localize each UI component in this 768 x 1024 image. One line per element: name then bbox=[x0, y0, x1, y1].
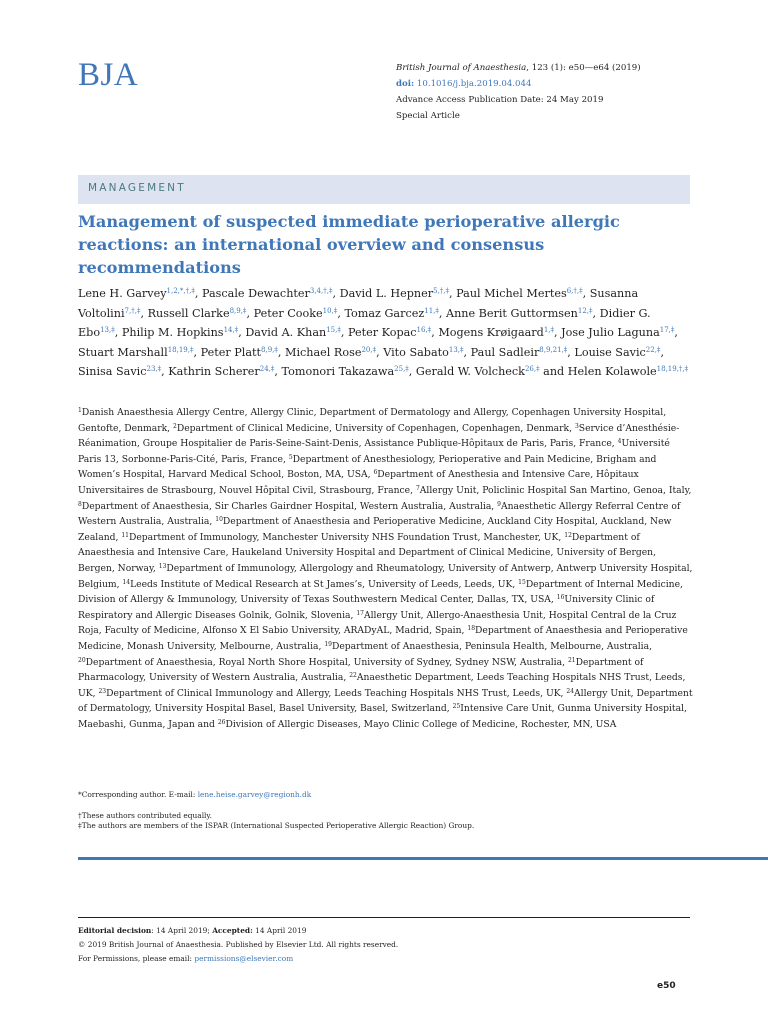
author-name: Lene H. Garvey bbox=[78, 287, 167, 300]
author-name: Anne Berit Guttormsen bbox=[446, 306, 578, 320]
author-name: Didier G. Ebo bbox=[78, 306, 651, 340]
affiliation-text: Anaesthetic Department, Leeds Teaching Hospitals NHS Trust, Leeds, UK, bbox=[78, 672, 686, 699]
corresponding-author-note bbox=[78, 789, 311, 800]
author-affiliation-marker: 10,‡ bbox=[322, 306, 338, 315]
decision-label: Editorial decision bbox=[78, 926, 152, 935]
author-affiliation-marker: 7,†,‡ bbox=[124, 306, 141, 315]
author-name: David L. Hepner bbox=[339, 287, 434, 300]
author-affiliation-marker: 18,19,†,‡ bbox=[656, 365, 689, 374]
corresponding-prefix: *Corresponding author. E-mail: bbox=[78, 790, 198, 799]
affiliation-text: Department of Immunology, Allergology and Rheumatology, University of Antwerp, Antwerp University Hospital, Belgium, bbox=[78, 562, 693, 590]
author-affiliation-marker: 11,‡ bbox=[424, 306, 439, 315]
affiliation-number: 13 bbox=[158, 562, 167, 570]
author-name: Tomaz Garcez bbox=[344, 306, 425, 320]
author-affiliation-marker: 16,‡ bbox=[416, 326, 432, 335]
journal-info bbox=[396, 60, 641, 124]
affiliation-text: Service d’Anesthésie-Réanimation, Groupe Hospitalier de Paris-Seine-Saint-Denis, Assistance Publique-Hôpitaux de Paris, Paris, France, bbox=[78, 422, 680, 450]
doi-label: doi: bbox=[396, 79, 415, 89]
section-label: MANAGEMENT bbox=[88, 182, 186, 194]
author-name: Mogens Krøigaard bbox=[438, 326, 544, 340]
author-affiliation-marker: 1,‡ bbox=[543, 326, 555, 335]
author-name: Philip M. Hopkins bbox=[121, 326, 224, 340]
article-title: Management of suspected immediate perioperative allergic reactions: an international overview and consensus recommendations bbox=[78, 212, 620, 277]
citation bbox=[396, 60, 641, 76]
journal-logo: BJA bbox=[78, 57, 139, 93]
author-affiliation-marker: 23,‡ bbox=[146, 365, 162, 374]
affiliation-text: Department of Anaesthesia, Royal North Shore Hospital, University of Sydney, Sydney NSW, Australia, bbox=[85, 656, 568, 668]
affiliation-number: 16 bbox=[556, 594, 565, 602]
affiliation-number: 7 bbox=[415, 484, 420, 492]
author-name: Jose Julio Laguna bbox=[561, 326, 660, 340]
author-name: David A. Khan bbox=[245, 326, 327, 340]
author-affiliation-marker: 15,‡ bbox=[326, 326, 341, 335]
affiliation-number: 12 bbox=[564, 531, 572, 539]
author-affiliation-marker: 6,†,‡ bbox=[566, 287, 583, 295]
author-affiliation-marker: 8,9,‡ bbox=[229, 306, 247, 315]
author-affiliation-marker: 14,‡ bbox=[223, 326, 239, 335]
author-name: Stuart Marshall bbox=[78, 345, 168, 359]
divider-thin bbox=[78, 917, 690, 918]
author-affiliation-marker: 18,19,‡ bbox=[167, 345, 194, 354]
affiliation-text: Allergy Unit, Allergo-Anaesthesia Unit, Hospital Central de la Cruz Roja, Faculty of Medicine, Alfonso X El Sabio University, ARADyAL, Madrid, Spain, bbox=[78, 609, 677, 637]
author-affiliation-marker: 12,‡ bbox=[577, 306, 593, 315]
affiliation-text: Anaesthetic Allergy Referral Centre of Western Australia, Australia, bbox=[78, 500, 681, 528]
affiliation-text: Department of Anesthesia and Intensive Care, Hôpitaux Universitaires de Strasbourg, Nouvel Hôpital Civil, Strasbourg, France, bbox=[78, 469, 639, 496]
affiliation-number: 25 bbox=[452, 703, 461, 711]
editorial-dates bbox=[78, 924, 398, 938]
author-affiliation-marker: 3,4,†,‡ bbox=[309, 287, 333, 295]
author-list: Lene H. Garvey$^{1,2,*,\dagger,\ddagger}$, Pascale Dewachter$^{3,4,\dagger,\ddagger}$, David L. Hepner$^{5,\dagger,\ddagger}$, Paul Michel Mertes$^{6,\dagger,\ddagger}$, Susanna Voltolini$^{7,\dagger,\ddagger}$, Russell Clarke$^{8,9,\ddagger}$, Peter Cooke$^{10,\ddagger}$, Tomaz Garcez$^{11,\ddagger}$, Anne Berit Guttormsen$^{12,\ddagger}$, Didier G. Ebo$^{13,\ddagger}$, Philip M. Hopkins$^{14,\ddagger}$, David A. Khan$^{15,\ddagger}$, Peter Kopac$^{16,\ddagger}$, Mogens Krøigaard$^{1,\ddagger}$, Jose Julio Laguna$^{17,\ddagger}$, Stuart Marshall$^{18,19,\ddagger}$, Peter Platt$^{8,9,\ddagger}$, Michael Rose$^{20,\ddagger}$, Vito Sabato$^{13,\ddagger}$, Paul Sadleir$^{8,9,21,\ddagger}$, Louise Savic$^{22,\ddagger}$, Sinisa Savic$^{23,\ddagger}$, Kathrin Scherer$^{24,\ddagger}$, Tomonori Takazawa$^{25,\ddagger}$, Gerald W. Volcheck$^{26,\ddagger}$ and Helen Kolawole$^{18,19,\dagger,\ddagger}$ bbox=[78, 287, 689, 379]
equal-contribution-note: †These authors contributed equally. bbox=[78, 811, 212, 820]
decision-date: : 14 April 2019; bbox=[151, 926, 213, 935]
author-name: Peter Cooke bbox=[253, 306, 323, 320]
author-affiliation-marker: 17,‡ bbox=[659, 326, 675, 335]
affiliation-number: 26 bbox=[217, 718, 226, 726]
affiliation-number: 4 bbox=[617, 438, 622, 446]
affiliation-number: 3 bbox=[574, 422, 579, 430]
affiliation-number: 22 bbox=[349, 672, 357, 680]
affiliation-text: Intensive Care Unit, Gunma University Hospital, Maebashi, Gunma, Japan and bbox=[78, 703, 687, 730]
accepted-label: Accepted: bbox=[212, 926, 253, 935]
divider-thick bbox=[78, 857, 768, 860]
affiliation-number: 1 bbox=[78, 407, 82, 414]
affiliation-text: Department of Anaesthesia, Sir Charles Gairdner Hospital, Western Australia, Australia, bbox=[81, 500, 498, 512]
author-affiliation-marker: 8,9,‡ bbox=[261, 345, 278, 354]
affiliation-text: University Clinic of Respiratory and Allergic Diseases Golnik, Golnik, Slovenia, bbox=[78, 594, 655, 621]
author-affiliation-marker: 5,†,‡ bbox=[433, 287, 450, 295]
page-number: e50 bbox=[657, 981, 676, 991]
copyright-line: © 2019 British Journal of Anaesthesia. Published by Elsevier Ltd. All rights reserved. bbox=[78, 940, 399, 949]
affiliation-text: Université Paris 13, Sorbonne-Paris-Cité, Paris, France, bbox=[78, 438, 670, 465]
affiliation-number: 17 bbox=[356, 609, 364, 617]
author-affiliation-marker: 8,9,21,‡ bbox=[539, 345, 568, 354]
affiliation-text: Danish Anaesthesia Allergy Centre, Allergy Clinic, Department of Dermatology and Allergy, Copenhagen University Hospital, Gentofte, Denmark, bbox=[78, 407, 667, 434]
affiliation-text: Allergy Unit, Department of Dermatology, University Hospital Basel, Basel University, Basel, Switzerland, bbox=[78, 687, 693, 715]
affiliation-number: 23 bbox=[98, 687, 107, 695]
affiliation-number: 6 bbox=[373, 469, 378, 477]
author-affiliation-marker: 13,‡ bbox=[448, 345, 464, 354]
affiliation-text: Department of Clinical Medicine, University of Copenhagen, Copenhagen, Denmark, bbox=[176, 422, 575, 434]
author-name: Paul Michel Mertes bbox=[456, 287, 567, 300]
affiliation-number: 21 bbox=[567, 656, 576, 664]
affiliation-number: 18 bbox=[467, 625, 476, 633]
affiliation-text: Division of Allergic Diseases, Mayo Clinic College of Medicine, Rochester, MN, USA bbox=[225, 718, 617, 730]
citation-details: , 123 (1): e50—e64 (2019) bbox=[526, 63, 641, 73]
author-affiliation-marker: 20,‡ bbox=[361, 345, 377, 354]
author-name: Peter Platt bbox=[200, 345, 262, 359]
author-name: Vito Sabato bbox=[383, 345, 449, 359]
affiliation-text: Department of Pharmacology, University of Western Australia, Australia, bbox=[78, 656, 644, 684]
affiliation-number: 5 bbox=[288, 453, 293, 461]
author-name: Michael Rose bbox=[285, 345, 362, 359]
permissions-email-link[interactable]: permissions@elsevier.com bbox=[194, 954, 294, 963]
doi-link[interactable]: 10.1016/j.bja.2019.04.044 bbox=[416, 79, 532, 89]
accepted-date: 14 April 2019 bbox=[252, 926, 307, 935]
author-affiliation-marker: 1,2,*,†,‡ bbox=[166, 287, 195, 295]
affiliation-number: 14 bbox=[122, 578, 131, 586]
affiliation-text: Department of Anaesthesia, Peninsula Health, Melbourne, Australia, bbox=[331, 640, 653, 652]
editorial-info bbox=[78, 924, 398, 966]
author-affiliation-marker: 24,‡ bbox=[259, 365, 275, 374]
section-band bbox=[78, 175, 690, 204]
affiliation-number: 20 bbox=[78, 656, 86, 664]
affiliation-number: 15 bbox=[518, 578, 526, 586]
author-name: Sinisa Savic bbox=[78, 365, 147, 379]
affiliation-number: 8 bbox=[78, 500, 82, 508]
author-name: Paul Sadleir bbox=[470, 345, 540, 359]
affiliation-number: 11 bbox=[121, 531, 129, 539]
corresponding-email-link[interactable]: lene.heise.garvey@regionh.dk bbox=[197, 790, 312, 799]
affiliation-number: 9 bbox=[497, 500, 501, 508]
author-name: Louise Savic bbox=[574, 345, 646, 359]
author-connector: and bbox=[543, 365, 565, 379]
affiliation-number: 24 bbox=[566, 687, 575, 695]
affiliation-text: Leeds Institute of Medical Research at St James’s, University of Leeds, Leeds, UK, bbox=[130, 578, 519, 590]
affiliation-number: 10 bbox=[215, 516, 223, 524]
affiliation-text: Department of Anesthesiology, Perioperative and Pain Medicine, Brigham and Women’s Hospital, Harvard Medical School, Boston, MA, USA, bbox=[78, 453, 657, 481]
ispar-note: ‡The authors are members of the ISPAR (International Suspected Perioperative Allergic Reaction) Group. bbox=[78, 821, 475, 830]
permissions-line bbox=[78, 952, 398, 966]
affiliation-text: Department of Clinical Immunology and Allergy, Leeds Teaching Hospitals NHS Trust, Leeds, UK, bbox=[106, 687, 567, 699]
author-name: Gerald W. Volcheck bbox=[415, 365, 525, 379]
author-name: Russell Clarke bbox=[147, 306, 230, 320]
author-name: Pascale Dewachter bbox=[201, 287, 310, 300]
author-name: Tomonori Takazawa bbox=[281, 365, 395, 379]
article-type: Special Article bbox=[396, 111, 460, 121]
permissions-prefix: For Permissions, please email: bbox=[78, 954, 195, 963]
author-name: Helen Kolawole bbox=[567, 365, 657, 379]
advance-access-date: Advance Access Publication Date: 24 May 2019 bbox=[396, 95, 604, 105]
author-affiliation-marker: 25,‡ bbox=[394, 365, 409, 374]
author-name: Peter Kopac bbox=[347, 326, 417, 340]
affiliation-number: 19 bbox=[324, 640, 332, 648]
author-name: Susanna Voltolini bbox=[78, 287, 639, 320]
affiliation-text: Department of Anaesthesia and Intensive Care, Haukeland University Hospital and Department of Clinical Medicine, University of Bergen, Bergen, Norway, bbox=[78, 531, 656, 574]
affiliations-list bbox=[78, 405, 693, 732]
affiliation-text: Department of Internal Medicine, Division of Allergy & Immunology, University of Texas Southwestern Medical Center, Dallas, TX, USA, bbox=[78, 578, 683, 606]
author-affiliation-marker: 22,‡ bbox=[645, 345, 661, 354]
affiliation-text: Department of Anaesthesia and Perioperative Medicine, Monash University, Melbourne, Australia, bbox=[78, 625, 688, 652]
author-affiliation-marker: 13,‡ bbox=[100, 326, 115, 335]
affiliation-text: Department of Anaesthesia and Perioperative Medicine, Auckland City Hospital, Auckland, New Zealand, bbox=[78, 516, 672, 543]
affiliation-number: 2 bbox=[173, 422, 177, 430]
journal-name: British Journal of Anaesthesia bbox=[396, 63, 527, 73]
author-name: Kathrin Scherer bbox=[168, 365, 260, 379]
affiliation-text: Department of Immunology, Manchester University NHS Foundation Trust, Manchester, UK, bbox=[129, 531, 565, 543]
doi-line bbox=[396, 76, 641, 92]
affiliation-text: Allergy Unit, Policlinic Hospital San Martino, Genoa, Italy, bbox=[419, 484, 692, 496]
author-affiliation-marker: 26,‡ bbox=[524, 365, 540, 374]
